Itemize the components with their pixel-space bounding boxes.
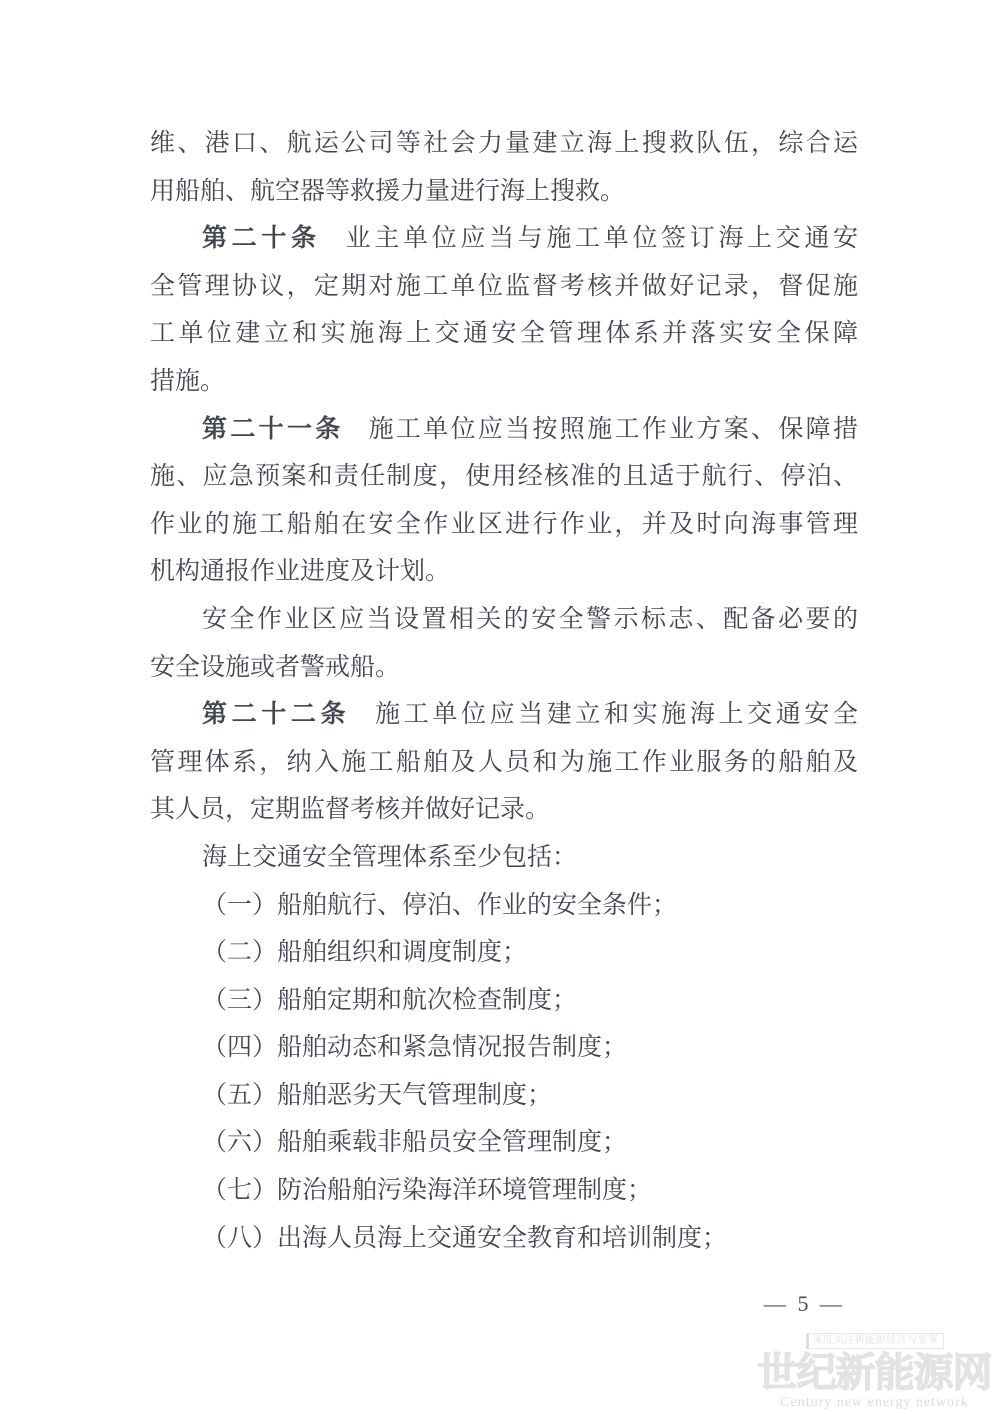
list-item-line: （七）防治船舶污染海洋环境管理制度； — [202, 1177, 653, 1205]
document-line: 维、港口、航运公司等社会力量建立海上搜救队伍，综合运 — [150, 130, 858, 157]
list-item-line: （四）船舶动态和紧急情况报告制度； — [202, 1034, 628, 1062]
document-line: 机构通报作业进度及计划。 — [150, 558, 451, 586]
watermark-brand-logo: 世纪新能源网 — [757, 1351, 992, 1395]
document-body — [150, 120, 858, 1262]
watermark-brand-english: Century new energy network — [780, 1395, 969, 1410]
article-number: 第二十一条 — [202, 414, 344, 443]
article-text: 施工单位应当按照施工作业方案、保障措 — [368, 415, 858, 443]
document-line: 作业的施工船舶在安全作业区进行作业，并及时向海事管理 — [150, 510, 858, 538]
article-number: 第二十条 — [202, 224, 321, 253]
article-start-line — [150, 215, 858, 263]
document-line: 施、应急预案和责任制度，使用经核准的且适于航行、停泊、 — [150, 463, 858, 491]
list-item-line: （三）船舶定期和航次检查制度； — [202, 986, 578, 1014]
list-item-line: （八）出海人员海上交通安全教育和培训制度； — [202, 1224, 728, 1252]
document-line: 安全作业区应当设置相关的安全警示标志、配备必要的 — [202, 605, 858, 633]
article-start-line — [150, 691, 858, 739]
document-line: 用船舶、航空器等救援力量进行海上搜救。 — [150, 177, 626, 205]
document-line: 全管理协议，定期对施工单位监督考核并做好记录，督促施 — [150, 272, 858, 300]
article-start-line — [150, 406, 858, 454]
article-text: 业主单位应当与施工单位签订海上交通安 — [345, 225, 858, 253]
list-item-line: （五）船舶恶劣天气管理制度； — [202, 1081, 553, 1109]
article-number: 第二十二条 — [202, 700, 351, 729]
watermark-tagline: 深度关注新能源经济与变革 — [806, 1333, 944, 1349]
list-item-line: （六）船舶乘载非船员安全管理制度； — [202, 1129, 628, 1157]
document-line: 工单位建立和实施海上交通安全管理体系并落实安全保障 — [150, 320, 858, 348]
page-number: — 5 — — [764, 1291, 845, 1316]
document-line: 其人员，定期监督考核并做好记录。 — [150, 796, 551, 824]
document-line: 措施。 — [150, 367, 226, 395]
article-text: 施工单位应当建立和实施海上交通安全 — [375, 701, 858, 729]
watermark — [757, 1330, 992, 1411]
list-item-line: （一）船舶航行、停泊、作业的安全条件； — [202, 891, 678, 919]
document-line: 管理体系，纳入施工船舶及人员和为施工作业服务的船舶及 — [150, 748, 858, 776]
document-line: 安全设施或者警戒船。 — [150, 653, 401, 681]
document-line: 海上交通安全管理体系至少包括： — [202, 843, 578, 871]
list-item-line: （二）船舶组织和调度制度； — [202, 939, 528, 967]
